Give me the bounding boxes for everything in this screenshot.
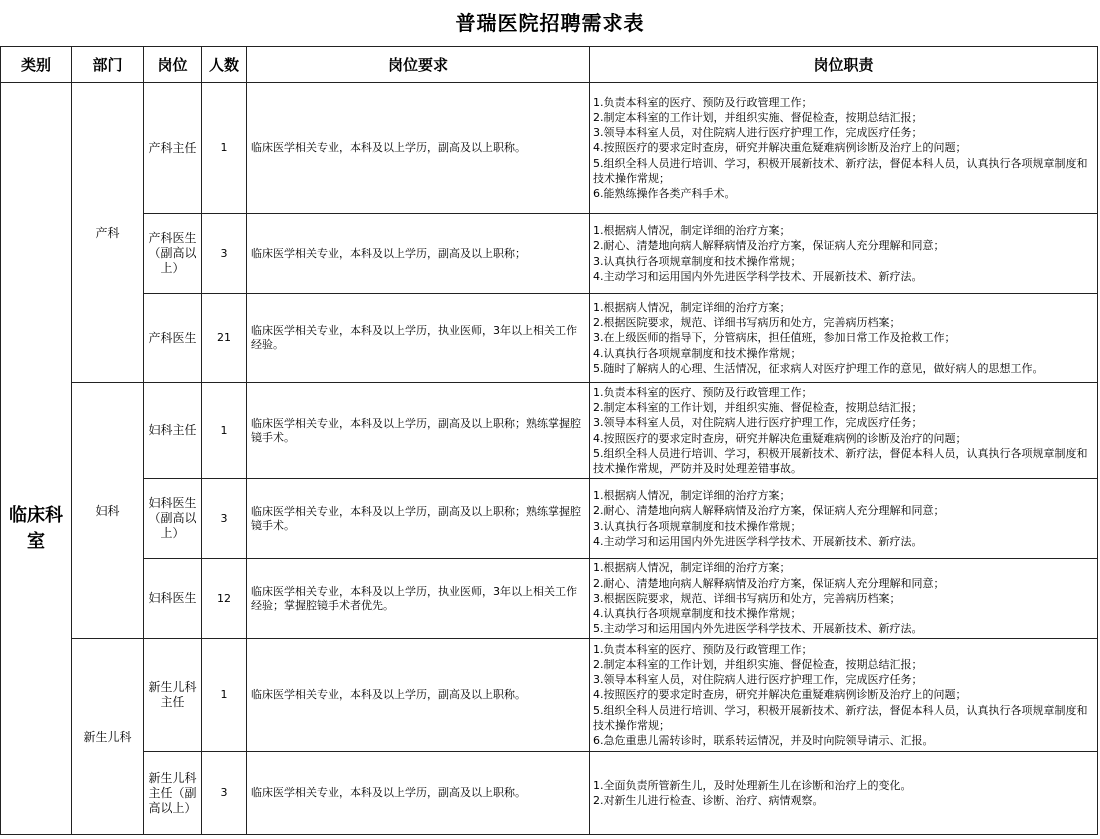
duty-item: 3.领导本科室人员，对住院病人进行医疗护理工作，完成医疗任务； (593, 416, 923, 430)
duty-item: 4.认真执行各项规章制度和技术操作常规； (593, 607, 802, 621)
header-requirements: 岗位要求 (247, 47, 590, 83)
duty-item: 2.制定本科室的工作计划，并组织实施、督促检查，按期总结汇报； (593, 401, 923, 415)
duty-item: 5.主动学习和运用国内外先进医学科学技术、开展新技术、新疗法。 (593, 622, 923, 636)
duty-item: 1.根据病人情况，制定详细的治疗方案； (593, 300, 791, 314)
duty-item: 2.制定本科室的工作计划，并组织实施、督促检查，按期总结汇报； (593, 657, 923, 671)
duties-cell (590, 214, 1098, 294)
duties-cell (590, 752, 1098, 835)
count-cell: 1 (202, 383, 247, 479)
duty-item: 1.负责本科室的医疗、预防及行政管理工作； (593, 95, 813, 109)
table-row (1, 639, 1098, 752)
duty-item: 3.认真执行各项规章制度和技术操作常规； (593, 254, 802, 268)
count-cell: 3 (202, 479, 247, 559)
duties-cell (590, 639, 1098, 752)
count-cell: 3 (202, 752, 247, 835)
duty-item: 1.根据病人情况，制定详细的治疗方案； (593, 224, 791, 238)
requirements-cell: 临床医学相关专业，本科及以上学历，副高及以上职称；熟练掌握腔镜手术。 (247, 383, 590, 479)
category-cell: 临床科室 (1, 83, 72, 835)
table-row (1, 214, 1098, 294)
duties-cell (590, 479, 1098, 559)
duties-cell (590, 294, 1098, 383)
requirements-cell: 临床医学相关专业，本科及以上学历，副高及以上职称。 (247, 752, 590, 835)
count-cell: 3 (202, 214, 247, 294)
duty-item: 1.负责本科室的医疗、预防及行政管理工作； (593, 385, 813, 399)
requirements-cell: 临床医学相关专业，本科及以上学历，副高及以上职称； (247, 214, 590, 294)
duty-item: 3.根据医院要求，规范、详细书写病历和处方，完善病历档案； (593, 591, 901, 605)
duty-item: 5.组织全科人员进行培训、学习，积极开展新技术、新疗法，督促本科人员，认真执行各项规章制度和技术操作常规； (593, 156, 1088, 185)
duty-item: 3.领导本科室人员，对住院病人进行医疗护理工作，完成医疗任务； (593, 126, 923, 140)
table-row (1, 83, 1098, 214)
table-row (1, 383, 1098, 479)
duty-item: 4.主动学习和运用国内外先进医学科学技术、开展新技术、新疗法。 (593, 269, 923, 283)
duty-item: 4.按照医疗的要求定时查房，研究并解决危重疑难病例诊断及治疗上的问题； (593, 688, 967, 702)
duty-item: 6.能熟练操作各类产科手术。 (593, 187, 736, 200)
position-cell: 妇科主任 (144, 383, 202, 479)
duties-cell (590, 83, 1098, 214)
duty-item: 3.认真执行各项规章制度和技术操作常规； (593, 519, 802, 533)
department-cell: 产科 (72, 83, 144, 383)
header-duties: 岗位职责 (590, 47, 1098, 83)
table-row (1, 752, 1098, 835)
position-cell: 妇科医生 (144, 559, 202, 639)
table-row (1, 479, 1098, 559)
count-cell: 21 (202, 294, 247, 383)
duty-item: 4.按照医疗的要求定时查房，研究并解决危重疑难病例的诊断及治疗的问题； (593, 431, 967, 445)
duty-item: 2.对新生儿进行检查、诊断、治疗、病情观察。 (593, 794, 824, 807)
position-cell: 妇科医生（副高以上） (144, 479, 202, 559)
header-department: 部门 (72, 47, 144, 83)
duty-item: 1.根据病人情况，制定详细的治疗方案； (593, 561, 791, 575)
position-cell: 产科医生 (144, 294, 202, 383)
department-cell: 妇科 (72, 383, 144, 639)
header-position: 岗位 (144, 47, 202, 83)
count-cell: 12 (202, 559, 247, 639)
duty-item: 4.认真执行各项规章制度和技术操作常规； (593, 346, 802, 360)
duty-item: 5.随时了解病人的心理、生活情况，征求病人对医疗护理工作的意见，做好病人的思想工作。 (593, 361, 1044, 375)
count-cell: 1 (202, 639, 247, 752)
department-cell: 新生儿科 (72, 639, 144, 835)
page-title: 普瑞医院招聘需求表 (455, 11, 645, 35)
duty-item: 5.组织全科人员进行培训、学习，积极开展新技术、新疗法，督促本科人员，认真执行各项规章制度和技术操作常规； (593, 703, 1088, 732)
requirements-cell: 临床医学相关专业，本科及以上学历，副高及以上职称；熟练掌握腔镜手术。 (247, 479, 590, 559)
duty-item: 4.主动学习和运用国内外先进医学科学技术、开展新技术、新疗法。 (593, 534, 923, 548)
duty-item: 1.全面负责所管新生儿，及时处理新生儿在诊断和治疗上的变化。 (593, 778, 912, 792)
table-row (1, 559, 1098, 639)
recruitment-table (0, 46, 1098, 835)
requirements-cell: 临床医学相关专业，本科及以上学历，执业医师，3年以上相关工作经验。 (247, 294, 590, 383)
duty-item: 6.急危重患儿需转诊时，联系转运情况，并及时向院领导请示、汇报。 (593, 734, 934, 747)
count-cell: 1 (202, 83, 247, 214)
duties-cell (590, 383, 1098, 479)
header-category: 类别 (1, 47, 72, 83)
duty-item: 5.组织全科人员进行培训、学习，积极开展新技术、新疗法，督促本科人员，认真执行各项规章制度和技术操作常规，严防并及时处理差错事故。 (593, 446, 1088, 475)
table-row (1, 294, 1098, 383)
duty-item: 2.耐心、清楚地向病人解释病情及治疗方案，保证病人充分理解和同意； (593, 504, 945, 518)
header-count: 人数 (202, 47, 247, 83)
requirements-cell: 临床医学相关专业，本科及以上学历，执业医师，3年以上相关工作经验；掌握腔镜手术者优先。 (247, 559, 590, 639)
header-row (1, 47, 1098, 83)
duty-item: 2.制定本科室的工作计划，并组织实施、督促检查，按期总结汇报； (593, 110, 923, 124)
requirements-cell: 临床医学相关专业，本科及以上学历，副高及以上职称。 (247, 83, 590, 214)
duty-item: 2.根据医院要求，规范、详细书写病历和处方，完善病历档案； (593, 316, 901, 330)
duty-item: 1.根据病人情况，制定详细的治疗方案； (593, 489, 791, 503)
position-cell: 产科医生（副高以上） (144, 214, 202, 294)
position-cell: 产科主任 (144, 83, 202, 214)
duties-cell (590, 559, 1098, 639)
position-cell: 新生儿科主任（副高以上） (144, 752, 202, 835)
position-cell: 新生儿科主任 (144, 639, 202, 752)
duty-item: 3.领导本科室人员，对住院病人进行医疗护理工作，完成医疗任务； (593, 673, 923, 687)
duty-item: 3.在上级医师的指导下，分管病床，担任值班，参加日常工作及抢救工作； (593, 331, 956, 345)
duty-item: 2.耐心、清楚地向病人解释病情及治疗方案，保证病人充分理解和同意； (593, 576, 945, 590)
duty-item: 1.负责本科室的医疗、预防及行政管理工作； (593, 642, 813, 656)
duty-item: 4.按照医疗的要求定时查房，研究并解决重危疑难病例诊断及治疗上的问题； (593, 141, 967, 155)
requirements-cell: 临床医学相关专业，本科及以上学历，副高及以上职称。 (247, 639, 590, 752)
duty-item: 2.耐心、清楚地向病人解释病情及治疗方案，保证病人充分理解和同意； (593, 239, 945, 253)
